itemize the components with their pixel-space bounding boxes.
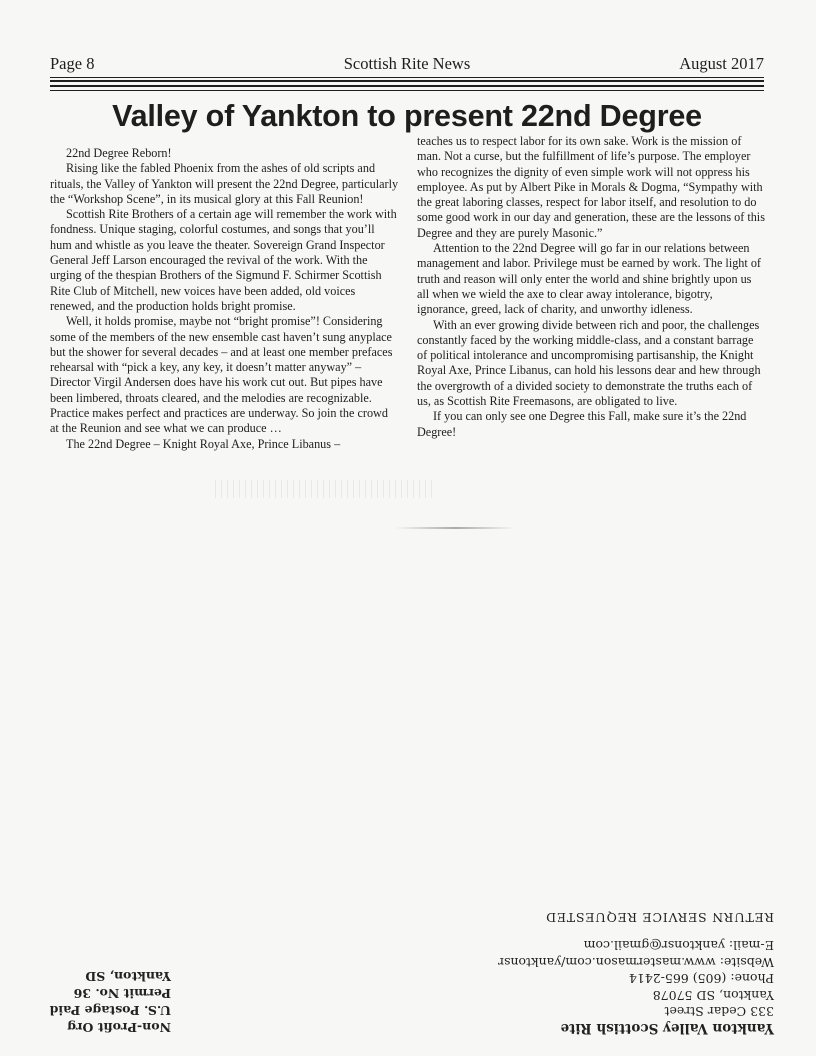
postage-line: Yankton, SD [85,969,171,984]
paragraph: teaches us to respect labor for its own sake. Work is the mission of man. Not a curse, but the fulfillment of life’s purpose. The employer who recognizes the dignity of even simple work will not oppress his employee. As put by Albert Pike in Morals & Dogma, “Sympathy with the great laboring classes, respect for labor itself, and resolution to do some good work in our day and generation, these are the lessons of this Degree and they are purely Masonic.” [417,134,765,240]
postage-line: Permit No. 36 [73,986,171,1001]
paragraph: Scottish Rite Brothers of a certain age will remember the work with fondness. Unique staging, colorful costumes, and songs that you’ll hum and whistle as you leave the theater. Sovereign Grand Inspector General Jeff Larson encouraged the revival of the work. With the urging of the thespian Brothers of the Sigmund F. Schirmer Scottish Rite Club of Mitchell, new voices have been added, old voices renewed, and the production holds bright promise. [50,207,397,313]
email: E-mail: yanktonsr@gmail.com [583,938,774,954]
phone-number: Phone: (605) 665-2414 [628,971,774,987]
paragraph: The 22nd Degree – Knight Royal Axe, Prince Libanus – [66,436,341,451]
city-state-zip: Yankton, SD 57078 [652,988,774,1003]
return-service-notice: RETURN SERVICE REQUESTED [545,910,774,925]
website: Website: www.mastermason.com/yanktonsr [498,955,774,970]
paragraph: 22nd Degree Reborn! [66,146,172,160]
paragraph: Well, it holds promise, maybe not “bright promise”! Considering some of the members of the new ensemble cast haven’t sung anyplace but the shower for several decades – and at least one member prefaces rehearsal with “pick a key, any key, it doesn’t matter anyway” – Director Virgil Andersen does have his work cut out. But pipes have been limbered, throats cleared, and the melodies are recognizable. Practice makes perfect and practices are underway. So join the crowd at the Reunion and see what we can produce … [50,314,393,436]
article-headline: Valley of Yankton to present 22nd Degree [112,99,702,133]
org-name: Yankton Valley Scottish Rite [560,1020,774,1036]
issue-date: August 2017 [679,54,764,73]
street-address: 333 Cedar Street [664,1004,774,1020]
return-address [454,909,774,1037]
postage-indicia [31,968,171,1036]
postage-line: Non-Profit Org [67,1020,171,1035]
page-number: Page 8 [50,54,95,73]
paragraph: If you can only see one Degree this Fall, make sure it’s the 22nd Degree! [417,409,747,439]
paragraph: Attention to the 22nd Degree will go far in our relations between management and labor. Privilege must be earned by work. The light of truth and reason will only enter the world and shine brightly upon us all when we wield the axe to clear away intolerance, bigotry, ignorance, greed, lack of charity, and unworthy idleness. [417,241,761,317]
publication-title: Scottish Rite News [343,54,471,73]
paragraph: With an ever growing divide between rich and poor, the challenges constantly faced by the working middle-class, and a constant barrage of political intolerance and uncompromising partisanship, the Knight Royal Axe, Prince Libanus, can hold his lessons dear and hew through the overgrowth of a divided society to demonstrate the truths each of us, as Scottish Rite Freemasons, are obligated to live. [417,317,761,409]
postage-line: U.S. Postage Paid [49,1003,171,1018]
paragraph: Rising like the fabled Phoenix from the ashes of old scripts and rituals, the Valley of Yankton will present the 22nd Degree, particularly the “Workshop Scene”, in its musical glory at this Fall Reunion! [50,161,399,206]
